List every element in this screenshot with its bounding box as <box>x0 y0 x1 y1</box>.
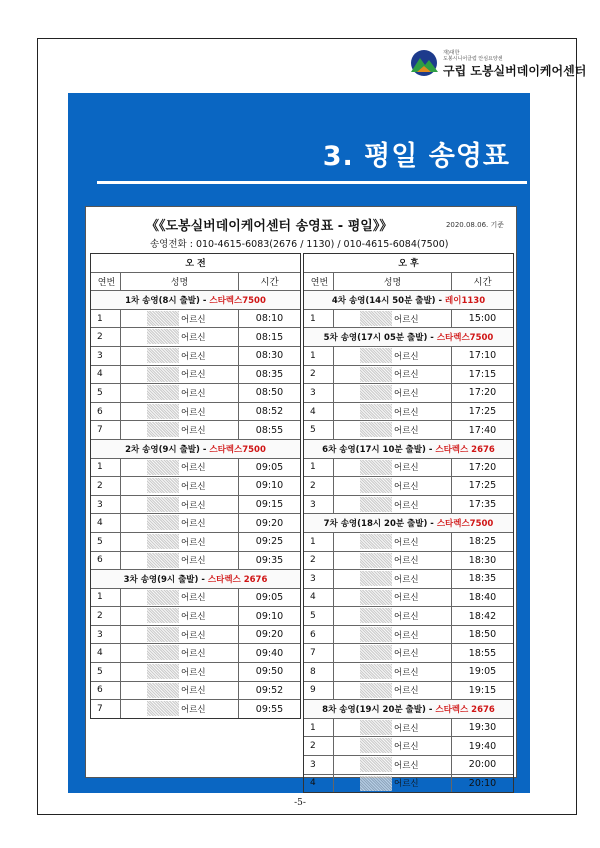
vehicle-label: 스타렉스7500 <box>209 444 266 455</box>
honorific: 어르신 <box>394 556 419 567</box>
table-row <box>304 737 513 756</box>
redacted-name <box>360 757 392 772</box>
redacted-name <box>147 608 179 623</box>
table-row <box>91 347 300 366</box>
redacted-name <box>360 385 392 400</box>
name-cell <box>121 626 239 644</box>
row-number: 3 <box>304 570 334 588</box>
redacted-name <box>147 404 179 419</box>
pickup-time: 17:35 <box>468 499 497 511</box>
honorific: 어르신 <box>394 370 419 381</box>
table-row <box>91 663 300 682</box>
table-row <box>304 403 513 422</box>
honorific: 어르신 <box>181 667 206 678</box>
row-number: 2 <box>91 328 121 346</box>
row-number: 7 <box>91 421 121 439</box>
honorific: 어르신 <box>181 463 206 474</box>
name-cell <box>121 366 239 384</box>
redacted-name <box>360 738 392 753</box>
document-date: 2020.08.06. 기준 <box>445 221 504 229</box>
honorific: 어르신 <box>394 723 419 734</box>
pm-header: 오 후 <box>304 254 513 273</box>
redacted-name <box>360 422 392 437</box>
honorific: 어르신 <box>394 426 419 437</box>
pickup-time: 08:50 <box>255 387 284 399</box>
redacted-name <box>360 497 392 512</box>
table-row <box>304 570 513 589</box>
redacted-name <box>360 683 392 698</box>
pickup-time: 17:25 <box>468 406 497 418</box>
honorific: 어르신 <box>394 779 419 790</box>
redacted-name <box>360 590 392 605</box>
honorific: 어르신 <box>181 686 206 697</box>
table-row <box>91 552 300 571</box>
table-row <box>304 552 513 571</box>
table-row <box>304 775 513 793</box>
table-row <box>91 384 300 403</box>
row-number: 1 <box>304 459 334 477</box>
name-cell <box>121 663 239 681</box>
row-number: 1 <box>304 533 334 551</box>
row-number: 6 <box>304 626 334 644</box>
column-header-row <box>91 273 300 292</box>
honorific: 어르신 <box>181 612 206 623</box>
name-cell <box>334 421 452 439</box>
table-row <box>91 626 300 645</box>
name-cell <box>334 384 452 402</box>
table-row <box>91 366 300 385</box>
pickup-time: 09:20 <box>255 629 284 641</box>
table-row <box>304 421 513 440</box>
honorific: 어르신 <box>394 463 419 474</box>
name-cell <box>334 552 452 570</box>
table-row <box>304 384 513 403</box>
name-cell <box>121 607 239 625</box>
table-row <box>304 366 513 385</box>
redacted-name <box>147 329 179 344</box>
redacted-name <box>360 720 392 735</box>
pickup-time: 17:20 <box>468 387 497 399</box>
redacted-name <box>360 776 392 791</box>
pickup-time: 19:30 <box>468 722 497 734</box>
honorific: 어르신 <box>181 630 206 641</box>
row-number: 4 <box>304 775 334 793</box>
pickup-time: 09:55 <box>255 703 284 715</box>
trip-title: 5차 송영(17시 05분 출발) - <box>323 333 434 344</box>
vehicle-label: 스타렉스7500 <box>436 519 494 530</box>
table-row <box>304 589 513 608</box>
name-cell <box>334 644 452 662</box>
table-row <box>91 644 300 663</box>
redacted-name <box>360 311 392 326</box>
pickup-time: 17:25 <box>468 480 497 492</box>
honorific: 어르신 <box>394 593 419 604</box>
row-number: 1 <box>304 347 334 365</box>
honorific: 어르신 <box>181 500 206 511</box>
name-cell <box>334 366 452 384</box>
name-cell <box>334 347 452 365</box>
page-number: -5- <box>294 798 306 808</box>
pickup-time: 15:00 <box>468 313 497 325</box>
name-cell <box>334 719 452 737</box>
row-number: 5 <box>304 607 334 625</box>
name-cell <box>334 310 452 328</box>
name-cell <box>334 477 452 495</box>
table-row <box>91 496 300 515</box>
column-header-row <box>304 273 513 292</box>
column-no-header: 연번 <box>91 273 121 291</box>
honorific: 어르신 <box>394 612 419 623</box>
table-row <box>304 626 513 645</box>
pickup-time: 17:20 <box>468 461 497 473</box>
name-cell <box>121 384 239 402</box>
honorific: 어르신 <box>181 537 206 548</box>
am-header: 오 전 <box>91 254 300 273</box>
honorific: 어르신 <box>394 407 419 418</box>
row-number: 7 <box>91 700 121 718</box>
am-table <box>90 253 301 719</box>
table-row <box>304 459 513 478</box>
honorific: 어르신 <box>394 314 419 325</box>
vehicle-label: 스타렉스 2676 <box>435 444 495 455</box>
row-number: 1 <box>304 310 334 328</box>
redacted-name <box>147 683 179 698</box>
pickup-time: 09:25 <box>255 536 284 548</box>
row-number: 3 <box>91 347 121 365</box>
redacted-name <box>360 553 392 568</box>
name-cell <box>121 682 239 700</box>
table-row <box>304 496 513 515</box>
row-number: 5 <box>91 384 121 402</box>
name-cell <box>334 459 452 477</box>
vehicle-label: 스타렉스 2676 <box>435 705 495 716</box>
name-cell <box>121 589 239 607</box>
column-name-header: 성명 <box>121 273 239 291</box>
redacted-name <box>147 348 179 363</box>
pickup-time: 19:40 <box>468 740 497 752</box>
trip-title: 1차 송영(8시 출발) - <box>125 295 207 306</box>
redacted-name <box>360 348 392 363</box>
pickup-time: 19:05 <box>468 666 497 678</box>
table-row <box>304 310 513 329</box>
row-number: 1 <box>91 459 121 477</box>
honorific: 어르신 <box>394 742 419 753</box>
row-number: 6 <box>91 682 121 700</box>
pickup-time: 18:30 <box>468 554 497 566</box>
name-cell <box>334 663 452 681</box>
redacted-name <box>360 571 392 586</box>
row-number: 1 <box>91 589 121 607</box>
column-name-header: 성명 <box>334 273 452 291</box>
honorific: 어르신 <box>181 351 206 362</box>
table-row <box>304 644 513 663</box>
name-cell <box>121 552 239 570</box>
name-cell <box>121 533 239 551</box>
name-cell <box>334 626 452 644</box>
pickup-time: 08:52 <box>255 406 284 418</box>
trip-group-header <box>91 570 300 589</box>
pickup-time: 08:15 <box>255 331 284 343</box>
pickup-time: 08:35 <box>255 368 284 380</box>
honorific: 어르신 <box>181 388 206 399</box>
trip-title: 7차 송영(18시 20분 출발) - <box>323 519 434 530</box>
honorific: 어르신 <box>181 556 206 567</box>
row-number: 2 <box>304 552 334 570</box>
trip-title: 8차 송영(19시 20분 출발) - <box>322 705 433 716</box>
pickup-time: 08:10 <box>255 313 284 325</box>
redacted-name <box>147 701 179 716</box>
pickup-time: 17:40 <box>468 424 497 436</box>
redacted-name <box>147 534 179 549</box>
table-row <box>91 607 300 626</box>
honorific: 어르신 <box>394 388 419 399</box>
name-cell <box>334 533 452 551</box>
mountain-logo-icon <box>407 48 441 78</box>
pickup-time: 09:10 <box>255 480 284 492</box>
row-number: 3 <box>91 496 121 514</box>
name-cell <box>334 682 452 700</box>
redacted-name <box>360 664 392 679</box>
honorific: 어르신 <box>394 574 419 585</box>
name-cell <box>121 514 239 532</box>
name-cell <box>121 644 239 662</box>
redacted-name <box>147 478 179 493</box>
honorific: 어르신 <box>181 370 206 381</box>
redacted-name <box>147 590 179 605</box>
honorific: 어르신 <box>181 481 206 492</box>
name-cell <box>334 756 452 774</box>
redacted-name <box>147 645 179 660</box>
name-cell <box>121 328 239 346</box>
name-cell <box>121 421 239 439</box>
column-time-header: 시간 <box>473 277 492 289</box>
name-cell <box>334 737 452 755</box>
honorific: 어르신 <box>394 649 419 660</box>
table-row <box>91 310 300 329</box>
table-row <box>91 421 300 440</box>
name-cell <box>334 496 452 514</box>
pickup-time: 18:25 <box>468 536 497 548</box>
redacted-name <box>147 664 179 679</box>
pickup-time: 17:15 <box>468 368 497 380</box>
vehicle-label: 스타렉스7500 <box>436 333 494 344</box>
row-number: 3 <box>304 756 334 774</box>
pickup-time: 09:40 <box>255 647 284 659</box>
trip-group-header <box>91 291 300 310</box>
pickup-time: 08:55 <box>255 424 284 436</box>
redacted-name <box>360 367 392 382</box>
pickup-time: 18:40 <box>468 591 497 603</box>
honorific: 어르신 <box>394 537 419 548</box>
trip-group-header <box>304 328 513 347</box>
pickup-time: 20:00 <box>468 759 497 771</box>
name-cell <box>121 496 239 514</box>
title-divider <box>97 181 527 184</box>
pickup-time: 08:30 <box>255 350 284 362</box>
table-row <box>91 477 300 496</box>
row-number: 4 <box>304 403 334 421</box>
redacted-name <box>147 385 179 400</box>
row-number: 3 <box>304 384 334 402</box>
pickup-time: 09:52 <box>255 684 284 696</box>
row-number: 5 <box>304 421 334 439</box>
pickup-time: 20:10 <box>468 777 497 789</box>
name-cell <box>334 775 452 793</box>
pickup-time: 09:10 <box>255 610 284 622</box>
vehicle-label: 레이1130 <box>445 295 486 306</box>
table-row <box>91 682 300 701</box>
table-row <box>91 589 300 608</box>
row-number: 1 <box>91 310 121 328</box>
honorific: 어르신 <box>394 351 419 362</box>
honorific: 어르신 <box>394 481 419 492</box>
pickup-time: 18:50 <box>468 629 497 641</box>
honorific: 어르신 <box>394 760 419 771</box>
row-number: 2 <box>304 477 334 495</box>
row-number: 8 <box>304 663 334 681</box>
name-cell <box>121 700 239 718</box>
redacted-name <box>147 497 179 512</box>
vehicle-label: 스타렉스7500 <box>209 295 266 306</box>
row-number: 4 <box>91 514 121 532</box>
trip-title: 4차 송영(14시 50분 출발) - <box>331 295 443 306</box>
table-row <box>304 607 513 626</box>
redacted-name <box>360 534 392 549</box>
trip-group-header <box>304 440 513 459</box>
honorific: 어르신 <box>181 705 206 716</box>
honorific: 어르신 <box>394 667 419 678</box>
header-logo <box>407 48 587 82</box>
pickup-time: 18:55 <box>468 647 497 659</box>
trip-title: 3차 송영(9시 출발) - <box>123 574 205 585</box>
row-number: 3 <box>304 496 334 514</box>
honorific: 어르신 <box>181 426 206 437</box>
name-cell <box>334 589 452 607</box>
name-cell <box>334 403 452 421</box>
honorific: 어르신 <box>181 519 206 530</box>
pickup-time: 09:50 <box>255 666 284 678</box>
name-cell <box>121 477 239 495</box>
row-number: 4 <box>91 644 121 662</box>
table-row <box>91 403 300 422</box>
trip-group-header <box>304 700 513 719</box>
pickup-time: 09:35 <box>255 554 284 566</box>
honorific: 어르신 <box>181 314 206 325</box>
table-row <box>304 533 513 552</box>
redacted-name <box>147 422 179 437</box>
org-lines: 재)대한 도봉시니어클럽 안심요양센 <box>443 50 503 62</box>
name-cell <box>121 310 239 328</box>
name-cell <box>334 607 452 625</box>
row-number: 6 <box>91 552 121 570</box>
vehicle-label: 스타렉스 2676 <box>207 574 268 585</box>
pickup-time: 09:05 <box>255 461 284 473</box>
name-cell <box>121 403 239 421</box>
table-row <box>304 477 513 496</box>
row-number: 2 <box>91 477 121 495</box>
pickup-time: 09:20 <box>255 517 284 529</box>
column-no-header: 연번 <box>304 273 334 291</box>
table-row <box>91 459 300 478</box>
table-row <box>91 533 300 552</box>
row-number: 4 <box>304 589 334 607</box>
pickup-time: 18:42 <box>468 610 497 622</box>
row-number: 2 <box>304 737 334 755</box>
pm-table <box>303 253 514 793</box>
redacted-name <box>147 627 179 642</box>
row-number: 2 <box>91 607 121 625</box>
table-row <box>304 663 513 682</box>
redacted-name <box>360 404 392 419</box>
row-number: 3 <box>91 626 121 644</box>
document-title: 《《도봉실버데이케어센터 송영표 - 평일》》 <box>146 219 393 234</box>
honorific: 어르신 <box>181 593 206 604</box>
table-row <box>91 328 300 347</box>
redacted-name <box>360 627 392 642</box>
row-number: 5 <box>91 533 121 551</box>
row-number: 7 <box>304 644 334 662</box>
redacted-name <box>360 460 392 475</box>
redacted-name <box>147 553 179 568</box>
honorific: 어르신 <box>181 333 206 344</box>
trip-title: 6차 송영(17시 10분 출발) - <box>322 444 433 455</box>
trip-group-header <box>304 514 513 533</box>
honorific: 어르신 <box>181 649 206 660</box>
section-title: 3. 평일 송영표 <box>322 141 510 172</box>
honorific: 어르신 <box>394 630 419 641</box>
trip-group-header <box>304 291 513 310</box>
row-number: 5 <box>91 663 121 681</box>
trip-group-header <box>91 440 300 459</box>
table-row <box>304 347 513 366</box>
row-number: 1 <box>304 719 334 737</box>
name-cell <box>334 570 452 588</box>
pickup-time: 19:15 <box>468 684 497 696</box>
name-cell <box>121 347 239 365</box>
pickup-time: 17:10 <box>468 350 497 362</box>
redacted-name <box>147 367 179 382</box>
row-number: 2 <box>304 366 334 384</box>
column-time-header: 시간 <box>260 277 279 289</box>
trip-title: 2차 송영(9시 출발) - <box>125 444 207 455</box>
redacted-name <box>147 311 179 326</box>
table-row <box>304 719 513 738</box>
row-number: 4 <box>91 366 121 384</box>
pickup-time: 09:05 <box>255 591 284 603</box>
redacted-name <box>147 515 179 530</box>
table-row <box>91 700 300 718</box>
table-row <box>304 682 513 701</box>
honorific: 어르신 <box>394 500 419 511</box>
name-cell <box>121 459 239 477</box>
honorific: 어르신 <box>181 407 206 418</box>
schedule-sheet <box>85 206 517 790</box>
pickup-time: 09:15 <box>255 499 284 511</box>
shuttle-phone: 송영전화 : 010-4615-6083(2676 / 1130) / 010-4615-6084(7500) <box>150 239 449 250</box>
center-name: 구립 도봉실버데이케어센터 <box>443 64 587 78</box>
pickup-time: 18:35 <box>468 573 497 585</box>
redacted-name <box>147 460 179 475</box>
row-number: 6 <box>91 403 121 421</box>
redacted-name <box>360 478 392 493</box>
row-number: 9 <box>304 682 334 700</box>
table-row <box>91 514 300 533</box>
table-row <box>304 756 513 775</box>
redacted-name <box>360 608 392 623</box>
honorific: 어르신 <box>394 686 419 697</box>
redacted-name <box>360 645 392 660</box>
